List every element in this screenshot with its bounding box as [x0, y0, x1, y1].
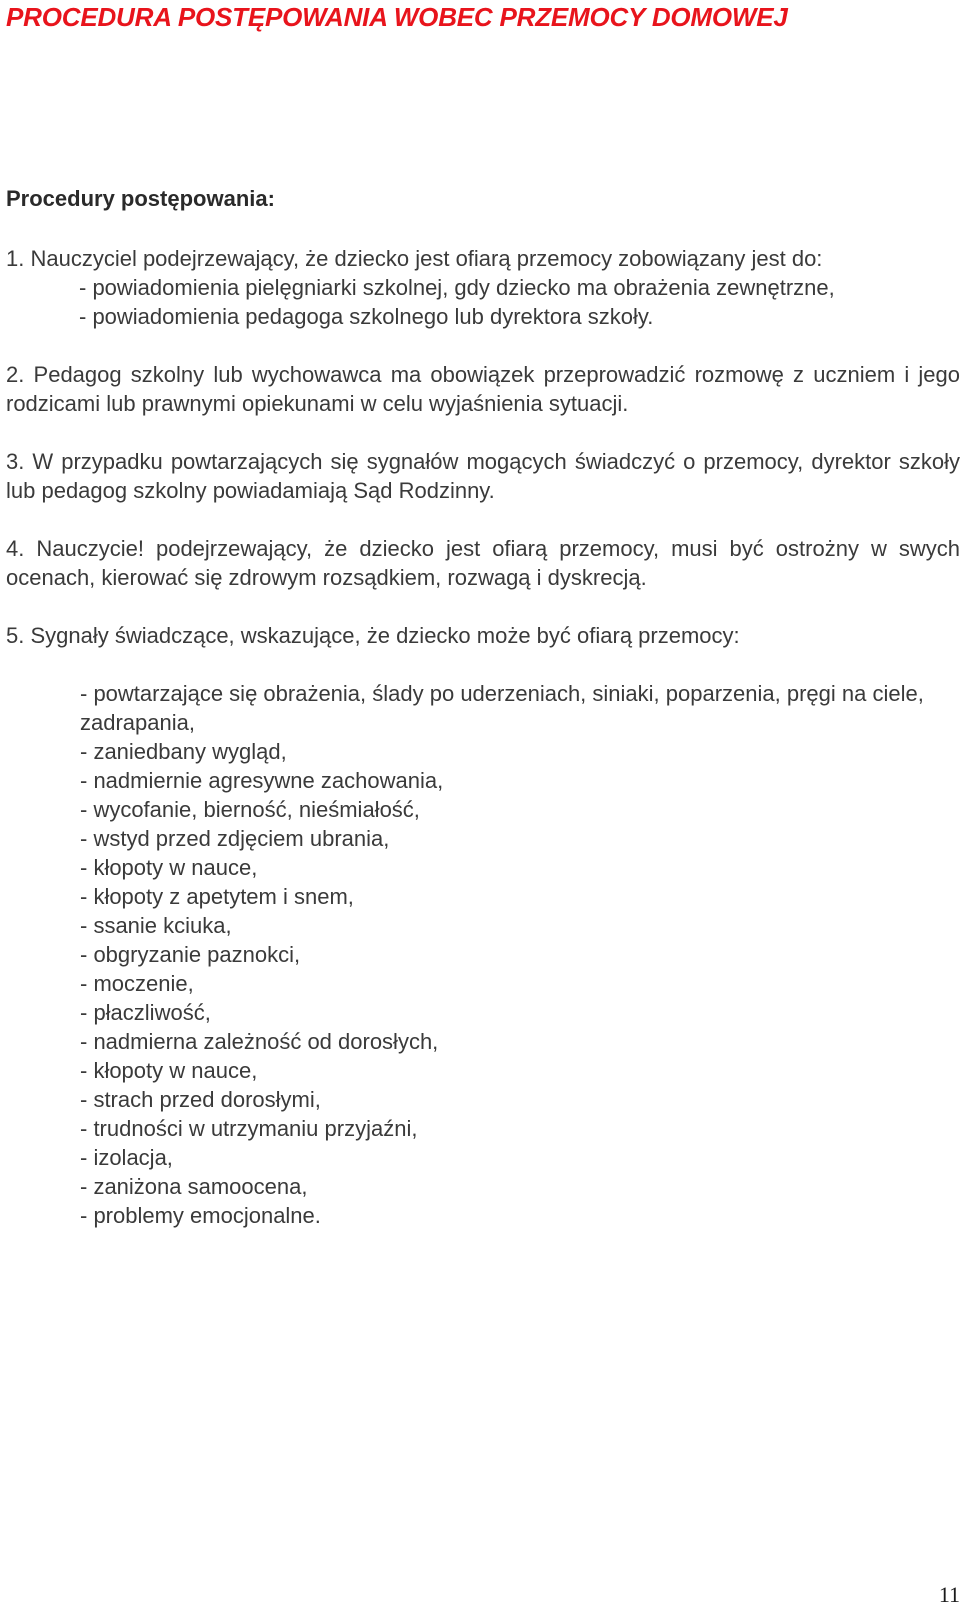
procedure-content — [6, 244, 960, 1259]
list-item: - obgryzanie paznokci, — [80, 942, 301, 967]
list-item: - wstyd przed zdjęciem ubrania, — [80, 826, 390, 851]
list-item: - powtarzające się obrażenia, ślady po uderzeniach, siniaki, poparzenia, pręgi na ciele, zadrapania, — [80, 681, 924, 735]
page-number: 11 — [938, 1582, 960, 1607]
procedure-item-2: 2. Pedagog szkolny lub wychowawca ma obowiązek przeprowadzić rozmowę z uczniem i jego rodzicami lub prawnymi opiekunami w celu wyjaśnienia sytuacji. — [6, 362, 960, 416]
section-heading: Procedury postępowania: — [6, 186, 275, 211]
list-item: - moczenie, — [80, 971, 194, 996]
procedure-item-5-text: 5. Sygnały świadczące, wskazujące, że dziecko może być ofiarą przemocy: — [6, 623, 740, 648]
list-item: - ssanie kciuka, — [80, 913, 232, 938]
procedure-subitem: - powiadomienia pedagoga szkolnego lub dyrektora szkoły. — [79, 304, 654, 329]
page-title: PROCEDURA POSTĘPOWANIA WOBEC PRZEMOCY DOMOWEJ — [6, 2, 788, 32]
list-item: - nadmierna zależność od dorosłych, — [80, 1029, 439, 1054]
list-item: - zaniedbany wygląd, — [80, 739, 287, 764]
list-item: - nadmiernie agresywne zachowania, — [80, 768, 444, 793]
list-item: - wycofanie, bierność, nieśmiałość, — [80, 797, 420, 822]
list-item: - płaczliwość, — [80, 1000, 211, 1025]
procedure-item-1 — [6, 244, 960, 331]
list-item: - problemy emocjonalne. — [80, 1203, 321, 1228]
list-item: - strach przed dorosłymi, — [80, 1087, 321, 1112]
list-item: - kłopoty z apetytem i snem, — [80, 884, 354, 909]
procedure-item-3: 3. W przypadku powtarzających się sygnałów mogących świadczyć o przemocy, dyrektor szkoły lub pedagog szkolny powiadamiają Sąd Rodzinny. — [6, 449, 960, 503]
procedure-item-5 — [6, 621, 960, 1230]
procedure-item-1-text: 1. Nauczyciel podejrzewający, że dziecko jest ofiarą przemocy zobowiązany jest do: — [6, 246, 823, 271]
list-item: - kłopoty w nauce, — [80, 1058, 258, 1083]
list-item: - zaniżona samoocena, — [80, 1174, 308, 1199]
list-item: - trudności w utrzymaniu przyjaźni, — [80, 1116, 418, 1141]
list-item: - izolacja, — [80, 1145, 173, 1170]
list-item: - kłopoty w nauce, — [80, 855, 258, 880]
signals-list — [6, 679, 960, 1230]
procedure-item-4: 4. Nauczycie! podejrzewający, że dziecko jest ofiarą przemocy, musi być ostrożny w swych ocenach, kierować się zdrowym rozsądkiem, rozwagą i dyskrecją. — [6, 536, 960, 590]
procedure-subitem: - powiadomienia pielęgniarki szkolnej, gdy dziecko ma obrażenia zewnętrzne, — [79, 275, 835, 300]
